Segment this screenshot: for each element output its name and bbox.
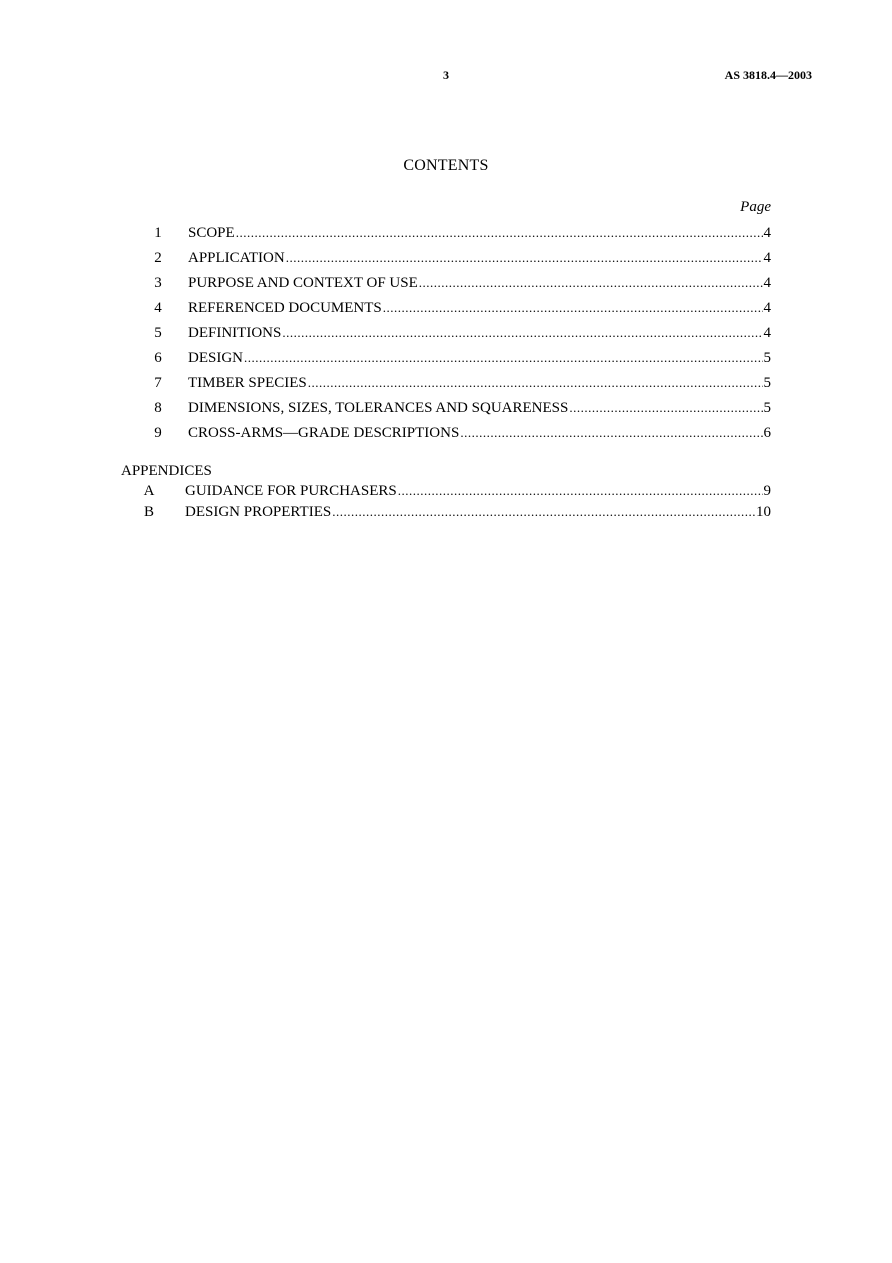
document-id: AS 3818.4—2003 <box>724 68 812 82</box>
toc-entry-number: 3 <box>154 275 162 291</box>
appendix-title: GUIDANCE FOR PURCHASERS <box>185 483 397 499</box>
toc-entry[interactable] <box>0 324 892 349</box>
appendix-entry[interactable] <box>0 482 892 503</box>
toc-entry-title: DESIGN <box>188 350 243 366</box>
appendices-heading: APPENDICES <box>121 463 212 479</box>
dot-leader <box>460 424 762 442</box>
toc-entry-number: 1 <box>154 225 162 241</box>
toc-entry[interactable] <box>0 274 892 299</box>
toc-entry-number: 6 <box>154 350 162 366</box>
dot-leader <box>332 503 755 521</box>
toc-entry[interactable] <box>0 399 892 424</box>
toc-entry-page: 4 <box>763 325 771 341</box>
toc-entry-page: 6 <box>763 425 771 441</box>
appendix-entry[interactable] <box>0 503 892 524</box>
dot-leader <box>236 224 763 242</box>
appendix-page: 10 <box>756 504 771 520</box>
appendix-letter: B <box>143 504 154 520</box>
toc-entry-title: TIMBER SPECIES <box>188 375 307 391</box>
dot-leader <box>282 324 762 342</box>
appendices-list <box>0 482 892 524</box>
toc-entry-title: DIMENSIONS, SIZES, TOLERANCES AND SQUARENESS <box>188 400 569 416</box>
page-number: 3 <box>443 68 449 82</box>
dot-leader <box>286 249 763 267</box>
dot-leader <box>308 374 763 392</box>
toc-entry-page: 4 <box>763 250 771 266</box>
toc-entry-number: 8 <box>154 400 162 416</box>
dot-leader <box>419 274 763 292</box>
toc-entry-number: 4 <box>154 300 162 316</box>
toc-entry-page: 4 <box>763 300 771 316</box>
toc-entry-title: APPLICATION <box>188 250 285 266</box>
toc-entry-number: 9 <box>154 425 162 441</box>
toc-entry-title: PURPOSE AND CONTEXT OF USE <box>188 275 418 291</box>
toc-entry-title: REFERENCED DOCUMENTS <box>188 300 382 316</box>
toc-entry[interactable] <box>0 424 892 449</box>
toc-entry[interactable] <box>0 224 892 249</box>
toc-entry-page: 5 <box>763 350 771 366</box>
toc-entry[interactable] <box>0 299 892 324</box>
toc-entry[interactable] <box>0 374 892 399</box>
toc-entry-number: 7 <box>154 375 162 391</box>
toc-entry-page: 4 <box>763 225 771 241</box>
toc-entry-title: CROSS-ARMS—GRADE DESCRIPTIONS <box>188 425 460 441</box>
toc-entry[interactable] <box>0 249 892 274</box>
toc-entry-page: 5 <box>763 400 771 416</box>
toc-entry-number: 5 <box>154 325 162 341</box>
appendix-page: 9 <box>763 483 771 499</box>
appendix-letter: A <box>143 483 155 499</box>
toc-list <box>0 224 892 449</box>
toc-entry-page: 5 <box>763 375 771 391</box>
toc-entry-number: 2 <box>154 250 162 266</box>
toc-entry-title: SCOPE <box>188 225 235 241</box>
toc-entry-title: DEFINITIONS <box>188 325 282 341</box>
contents-title: CONTENTS <box>403 157 489 174</box>
dot-leader <box>569 399 762 417</box>
toc-entry-page: 4 <box>763 275 771 291</box>
dot-leader <box>244 349 763 367</box>
page-column-label: Page <box>740 199 771 215</box>
dot-leader <box>398 482 763 500</box>
appendix-title: DESIGN PROPERTIES <box>185 504 332 520</box>
dot-leader <box>383 299 763 317</box>
toc-entry[interactable] <box>0 349 892 374</box>
